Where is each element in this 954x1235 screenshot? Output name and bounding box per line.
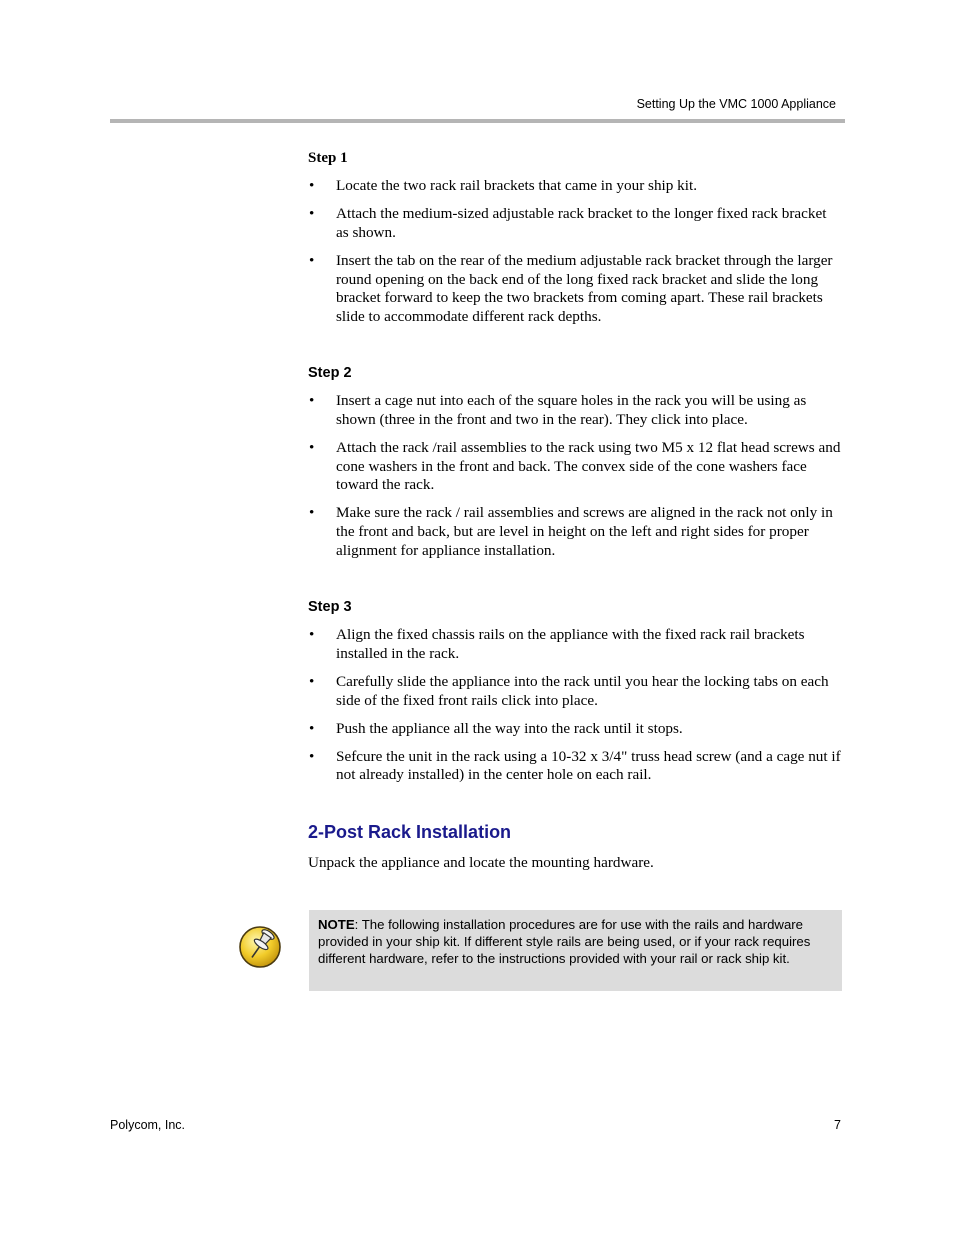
footer-company: Polycom, Inc.: [110, 1118, 186, 1132]
step2-heading: Step 2: [308, 365, 352, 381]
list-item: • Push the appliance all the way into the rack until it stops.: [309, 719, 683, 737]
note-box: [309, 910, 842, 991]
bullet-marker: •: [309, 392, 315, 409]
list-item: • Make sure the rack / rail assemblies and screws are aligned in the rack not only in the front and back, but are level in height on the left and right sides for proper alignment for appliance installation.: [309, 504, 833, 559]
list-item: • Sefcure the unit in the rack using a 10-32 x 3/4" truss head screw (and a cage nut if not already installed) in the center hole on each rail.: [309, 747, 841, 784]
step2-list: [308, 392, 842, 570]
bullet-marker: •: [309, 672, 315, 690]
page-number: 7: [834, 1118, 841, 1132]
list-item: • Locate the two rack rail brackets that came in your ship kit.: [309, 177, 697, 194]
list-item: • Carefully slide the appliance into the rack until you hear the locking tabs on each side of the fixed front rails click into place.: [309, 672, 829, 709]
pushpin-icon: [237, 922, 283, 970]
list-item: • Insert a cage nut into each of the square holes in the rack you will be using as shown (three in the front and two in the rear). They click into place.: [309, 392, 807, 428]
bullet-marker: •: [309, 204, 315, 222]
bullet-marker: •: [309, 438, 315, 456]
bullet-marker: •: [309, 251, 315, 269]
step3-heading: Step 3: [308, 599, 352, 615]
bullet-marker: •: [309, 504, 315, 522]
section-heading: 2-Post Rack Installation: [308, 822, 512, 842]
list-item: • Attach the rack /rail assemblies to the rack using two M5 x 12 flat head screws and cone washers in the front and back. The convex side of the cone washers face toward the rack.: [309, 438, 841, 494]
list-item: • Align the fixed chassis rails on the appliance with the fixed rack rail brackets installed in the rack.: [309, 626, 805, 662]
note-label: NOTE: [318, 917, 355, 932]
list-item: • Insert the tab on the rear of the medium adjustable rack bracket through the larger round opening on the back end of the long fixed rack bracket and slide the long bracket forward to keep the two brackets from coming apart. These rail brackets slide to accommodate different rack depths.: [309, 251, 833, 326]
list-item: • Attach the medium-sized adjustable rack bracket to the longer fixed rack bracket as shown.: [309, 204, 827, 241]
step1-list: [308, 177, 842, 336]
bullet-marker: •: [309, 719, 315, 737]
running-header: Setting Up the VMC 1000 Appliance: [636, 97, 836, 111]
bullet-marker: •: [309, 626, 315, 643]
header-rule: [110, 119, 845, 123]
section-intro: Unpack the appliance and locate the mounting hardware.: [308, 854, 654, 871]
bullet-marker: •: [309, 177, 315, 194]
bullet-marker: •: [309, 747, 315, 765]
step3-list: [308, 626, 842, 794]
note-text: : The following installation procedures are for use with the rails and hardware provided in your ship kit. If different style rails are being used, or if your rack requires different hardware, refer to the instructions provided with your rail or rack ship kit.: [318, 917, 811, 966]
step1-heading: Step 1: [308, 150, 348, 166]
